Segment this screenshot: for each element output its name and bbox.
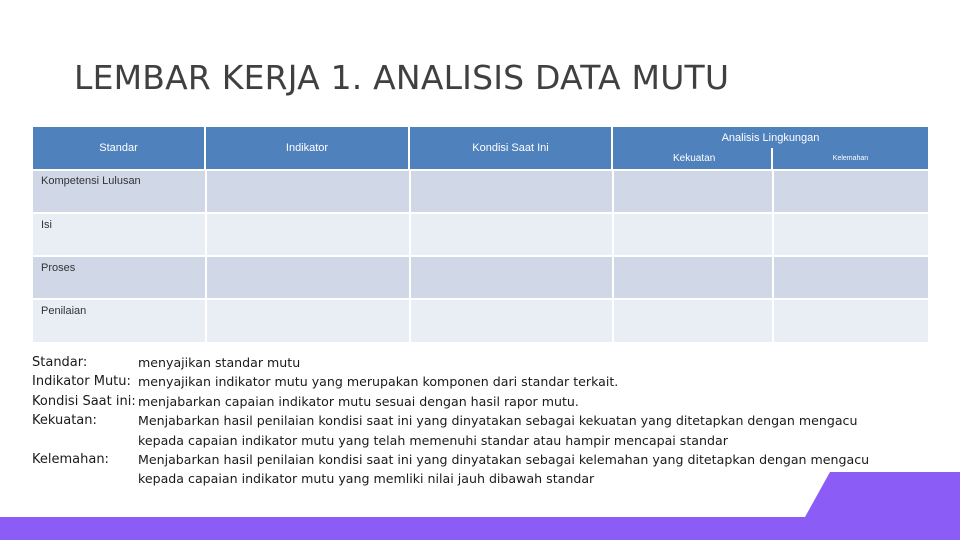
header-indikator <box>206 127 410 169</box>
row-label-isi: Isi <box>41 219 52 231</box>
definition-line: Menjabarkan hasil penilaian kondisi saat ini yang dinyatakan sebagai kekuatan yang ditetapkan dengan mengacu <box>138 413 858 429</box>
definition-term: Kekuatan: <box>32 413 97 429</box>
definition-text <box>138 411 912 450</box>
definition-kekuatan <box>32 411 912 450</box>
definition-indikator <box>32 372 912 391</box>
definition-line: kepada capaian indikator mutu yang telah memenuhi standar atau hampir mencapai standar <box>138 432 728 448</box>
row-divider <box>33 255 928 257</box>
header-kekuatan-label: Kekuatan <box>673 153 716 164</box>
header-kekuatan <box>613 148 773 169</box>
definition-text: menjabarkan capaian indikator mutu sesuai dengan hasil rapor mutu. <box>138 393 579 409</box>
definition-line: Menjabarkan hasil penilaian kondisi saat ini yang dinyatakan sebagai kelemahan yang ditetapkan dengan mengacu <box>138 452 870 468</box>
row-label-kompetensi: Kompetensi Lulusan <box>41 175 141 187</box>
definition-term: Indikator Mutu: <box>32 374 131 390</box>
decorative-banner <box>0 472 960 540</box>
definition-term: Kondisi Saat ini: <box>32 393 136 409</box>
definition-line: kepada capaian indikator mutu yang memliki nilai jauh dibawah standar <box>138 471 595 487</box>
header-kelemahan-label: Kelemahan <box>832 155 869 162</box>
definition-term: Kelemahan: <box>32 452 109 468</box>
analysis-table <box>33 127 928 342</box>
page-title: LEMBAR KERJA 1. ANALISIS DATA MUTU <box>74 58 730 97</box>
header-analisis <box>613 127 928 148</box>
row-label-penilaian: Penilaian <box>41 305 87 317</box>
header-kondisi-label: Kondisi Saat Ini <box>472 142 549 154</box>
header-analisis-label: Analisis Lingkungan <box>721 131 820 144</box>
definition-text: menyajikan indikator mutu yang merupakan komponen dari standar terkait. <box>138 374 619 390</box>
definition-standar <box>32 353 912 372</box>
definitions-list <box>32 353 912 489</box>
header-kelemahan <box>773 148 928 169</box>
banner-shape <box>0 472 960 540</box>
row-label-proses: Proses <box>41 262 76 274</box>
header-indikator-label: Indikator <box>285 142 329 154</box>
header-standar-label: Standar <box>99 142 138 154</box>
row-divider <box>33 212 928 214</box>
header-kondisi <box>410 127 613 169</box>
header-standar <box>33 127 206 169</box>
definition-kondisi <box>32 392 912 411</box>
row-divider <box>33 298 928 300</box>
row-divider <box>33 169 928 171</box>
definition-text: menyajikan standar mutu <box>138 355 301 370</box>
definition-term: Standar: <box>32 355 88 370</box>
